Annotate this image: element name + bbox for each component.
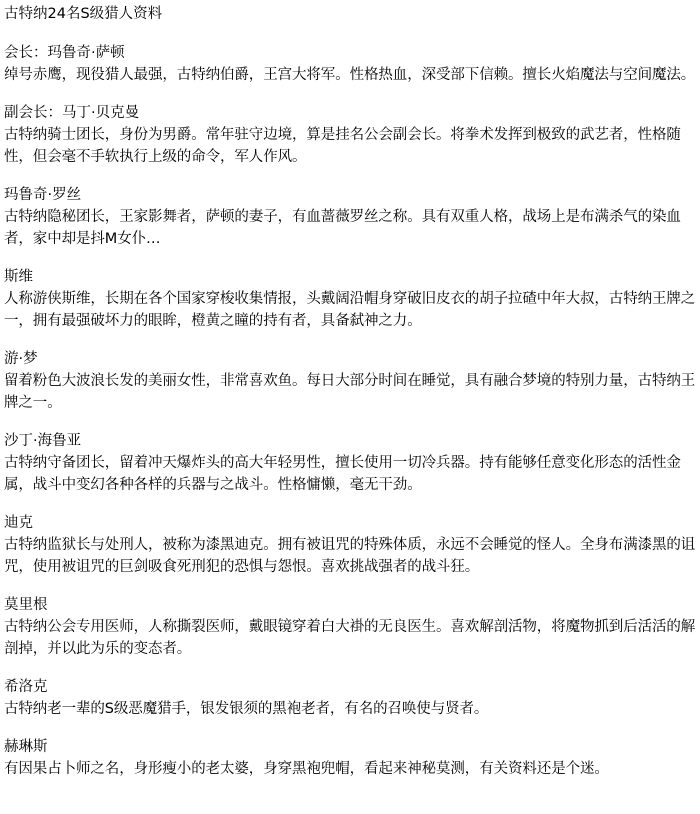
hunter-entry bbox=[4, 595, 696, 660]
hunter-entry bbox=[4, 677, 696, 720]
hunter-description: 古特纳骑士团长，身份为男爵。常年驻守边境，算是挂名公会副会长。将拳术发挥到极致的武艺者，性格随性，但会毫不手软执行上级的命令，军人作风。 bbox=[4, 127, 681, 165]
hunter-entry bbox=[4, 185, 696, 250]
hunter-description: 古特纳老一辈的S级恶魔猎手，银发银须的黑袍老者，有名的召唤使与贤者。 bbox=[4, 701, 489, 717]
document-title: 古特纳24名S级猎人资料 bbox=[4, 6, 163, 22]
hunter-name: 迪克 bbox=[4, 515, 33, 531]
hunter-entry bbox=[4, 43, 696, 86]
hunter-description: 古特纳监狱长与处刑人，被称为漆黑迪克。拥有被诅咒的特殊体质，永远不会睡觉的怪人。全身布满漆黑的诅咒，使用被诅咒的巨剑吸食死刑犯的恐惧与怨恨。喜欢挑战强者的战斗狂。 bbox=[4, 537, 696, 575]
hunter-description: 绰号赤鹰，现役猎人最强，古特纳伯爵，王宫大将军。性格热血，深受部下信赖。擅长火焰魔法与空间魔法。 bbox=[4, 67, 696, 83]
hunter-name: 沙丁·海鲁亚 bbox=[4, 433, 82, 449]
hunter-entry bbox=[4, 431, 696, 496]
hunter-description: 古特纳守备团长，留着冲天爆炸头的高大年轻男性，擅长使用一切冷兵器。持有能够任意变化形态的活性金属，战斗中变幻各种各样的兵器与之战斗。性格慵懒，毫无干劲。 bbox=[4, 455, 681, 493]
hunter-name: 莫里根 bbox=[4, 597, 48, 613]
hunter-description: 古特纳公会专用医师，人称撕裂医师，戴眼镜穿着白大褂的无良医生。喜欢解剖活物，将魔物抓到后活活的解剖掉，并以此为乐的变态者。 bbox=[4, 619, 696, 657]
hunter-name: 斯维 bbox=[4, 269, 33, 285]
hunter-name: 会长：玛鲁奇·萨顿 bbox=[4, 45, 125, 61]
hunter-entry bbox=[4, 267, 696, 332]
hunter-entry bbox=[4, 103, 696, 168]
hunter-description: 留着粉色大波浪长发的美丽女性，非常喜欢鱼。每日大部分时间在睡觉，具有融合梦境的特别力量，古特纳王牌之一。 bbox=[4, 373, 696, 411]
hunter-name: 副会长：马丁·贝克曼 bbox=[4, 105, 140, 121]
hunter-name: 游·梦 bbox=[4, 351, 38, 367]
hunter-name: 玛鲁奇·罗丝 bbox=[4, 187, 82, 203]
hunter-entry bbox=[4, 737, 696, 780]
hunter-name: 赫琳斯 bbox=[4, 739, 48, 755]
hunter-description: 古特纳隐秘团长，王家影舞者，萨顿的妻子，有血蔷薇罗丝之称。具有双重人格，战场上是布满杀气的染血者，家中却是抖M女仆… bbox=[4, 209, 681, 247]
hunter-description: 有因果占卜师之名，身形瘦小的老太婆，身穿黑袍兜帽，看起来神秘莫测，有关资料还是个迷。 bbox=[4, 761, 609, 777]
hunter-entry bbox=[4, 349, 696, 414]
hunter-name: 希洛克 bbox=[4, 679, 48, 695]
hunter-description: 人称游侠斯维，长期在各个国家穿梭收集情报，头戴阔沿帽身穿破旧皮衣的胡子拉碴中年大叔，古特纳王牌之一，拥有最强破坏力的眼眸，橙黄之瞳的持有者，具备弑神之力。 bbox=[4, 291, 696, 329]
hunter-entry bbox=[4, 513, 696, 578]
